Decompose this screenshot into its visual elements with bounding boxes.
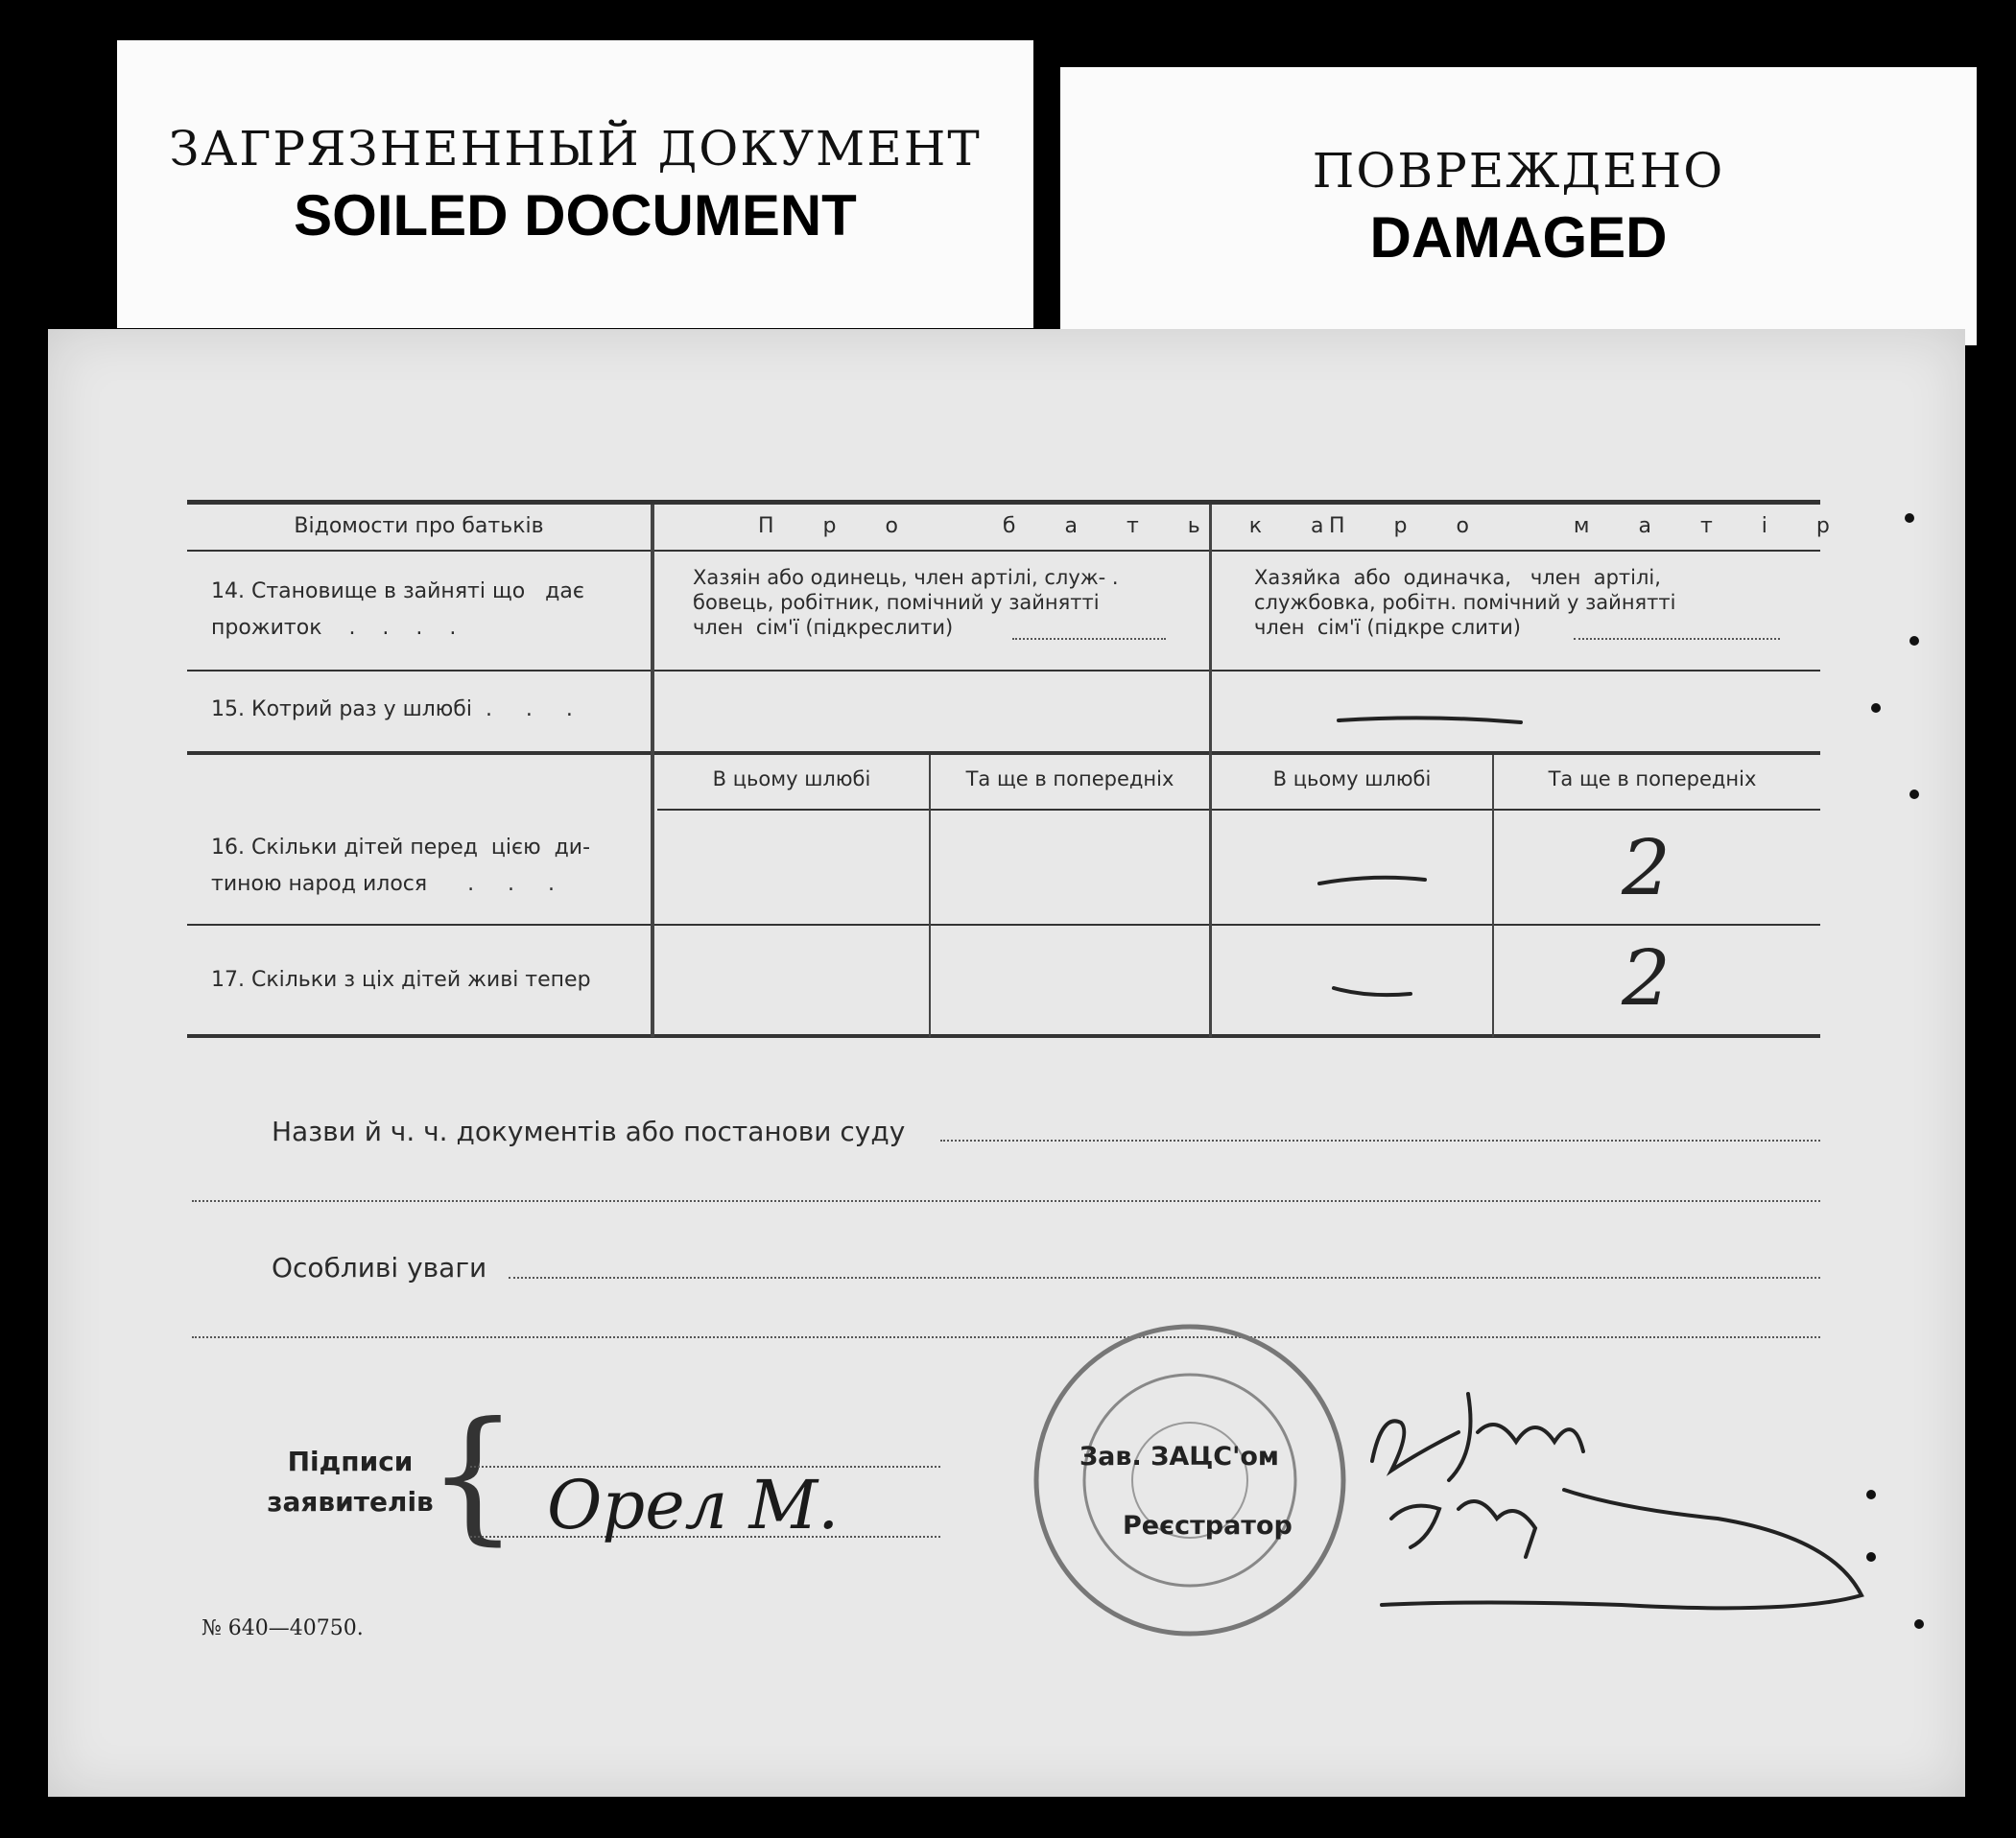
row14-father-dots (1012, 638, 1166, 640)
punch-hole (1914, 1619, 1924, 1629)
soiled-label-ru: ЗАГРЯЗНЕННЫЙ ДОКУМЕНТ (169, 120, 982, 177)
header-parents-info: Відомости про батьків (294, 514, 544, 538)
sub-mother-this-marriage: В цьому шлюбі (1272, 767, 1432, 790)
documents-dots-2 (192, 1200, 1820, 1202)
row14-mother-line2: службовка, робітн. помічний у зайнятті (1254, 591, 1676, 614)
header-about-mother: П р о м а т і р (1329, 514, 1851, 538)
row17-mother-dash (1329, 977, 1415, 1005)
notes-dots-1 (509, 1277, 1820, 1279)
header-rule (187, 550, 1820, 552)
punch-hole (1866, 1490, 1876, 1499)
punch-hole (1905, 513, 1914, 523)
header-about-father: П р о б а т ь к а (758, 514, 1345, 538)
applicant-signature: Орел М. (547, 1466, 840, 1544)
row15-mother-dash (1334, 711, 1526, 730)
punch-hole (1909, 636, 1919, 646)
row15-rule (187, 751, 1820, 755)
row14-mother-line3: член сім'ї (підкре слити) (1254, 616, 1521, 639)
row16-mother-dash (1315, 866, 1430, 895)
row17-label: 17. Скільки з ціх дітей живі тепер (211, 968, 591, 992)
row14-father-line2: бовець, робітник, помічний у зайнятті (693, 591, 1100, 614)
signatures-label-line1: Підписи (287, 1446, 414, 1477)
row14-father-line3: член сім'ї (підкреслити) (693, 616, 954, 639)
official-stamp (1027, 1317, 1353, 1643)
row14-father-line1: Хазяін або одинець, член артілі, служ- . (693, 566, 1119, 589)
documents-label: Назви й ч. ч. документів або постанови суду (272, 1116, 906, 1147)
sub-mother-prev-marriages: Та ще в попередніх (1548, 767, 1757, 790)
row14-mother-dots (1574, 638, 1780, 640)
table-top-rule (187, 500, 1820, 505)
row16-mother-prev-value: 2 (1622, 823, 1671, 912)
row15-label: 15. Котрий раз у шлюбі . . . (211, 697, 573, 721)
registrar-label: Реєстратор (1123, 1511, 1293, 1541)
row16-rule (187, 924, 1820, 926)
signature-brace: { (427, 1392, 519, 1559)
damaged-document-card (1060, 67, 1977, 345)
soiled-label-en: SOILED DOCUMENT (294, 182, 857, 247)
col-divider-mother-sub (1492, 755, 1494, 1037)
table-bottom-rule (187, 1034, 1820, 1038)
col-divider-father-sub (929, 755, 931, 1037)
signatures-label-line2: заявителів (267, 1486, 434, 1518)
zags-head-label: Зав. ЗАЦС'ом (1079, 1442, 1279, 1472)
punch-hole (1909, 789, 1919, 799)
punch-hole (1871, 703, 1881, 713)
row14-rule (187, 670, 1820, 672)
row16-label-line2: тиною народ илося . . . (211, 872, 555, 896)
documents-dots-1 (940, 1140, 1820, 1142)
punch-hole (1866, 1552, 1876, 1562)
sub-father-prev-marriages: Та ще в попередніх (965, 767, 1174, 790)
sub-father-this-marriage: В цьому шлюбі (712, 767, 871, 790)
damaged-label-ru: ПОВРЕЖДЕНО (1312, 142, 1725, 199)
row14-label-line1: 14. Становище в зайняті що дає (211, 579, 584, 603)
form-number: № 640—40750. (202, 1616, 364, 1640)
subheader-rule (657, 809, 1820, 811)
row14-mother-line1: Хазяйка або одиначка, член артілі, (1254, 566, 1661, 589)
notes-dots-2 (192, 1336, 1820, 1338)
notes-label: Особливі уваги (272, 1252, 487, 1284)
row17-mother-prev-value: 2 (1622, 933, 1671, 1023)
soiled-document-card (117, 40, 1033, 328)
official-signatures (1334, 1375, 1890, 1614)
row16-label-line1: 16. Скільки дітей перед цією ди- (211, 836, 591, 860)
damaged-label-en: DAMAGED (1369, 204, 1668, 270)
registration-form-sheet (48, 329, 1965, 1797)
row14-label-line2: прожиток . . . . (211, 616, 457, 640)
